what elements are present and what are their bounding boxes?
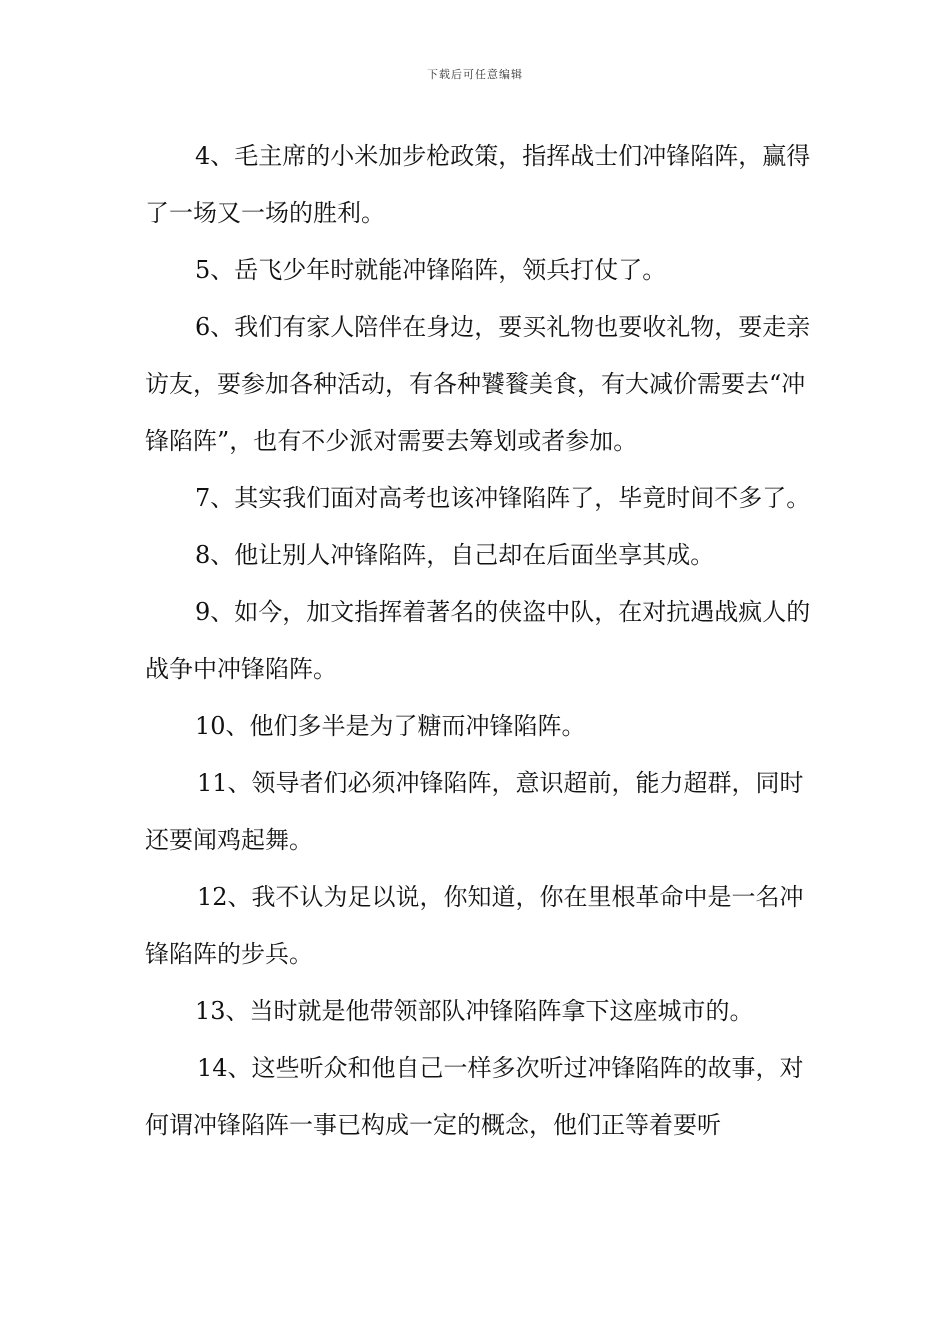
paragraph-5: 5、岳飞少年时就能冲锋陷阵，领兵打仗了。 [195, 256, 667, 284]
paragraph-13: 13、当时就是他带领部队冲锋陷阵拿下这座城市的。 [195, 997, 754, 1025]
document-body [145, 128, 813, 1154]
paragraph-8: 8、他让别人冲锋陷阵，自己却在后面坐享其成。 [195, 541, 715, 569]
paragraph-10: 10、他们多半是为了糖而冲锋陷阵。 [195, 712, 586, 740]
paragraph-11: 11、领导者们必须冲锋陷阵，意识超前，能力超群，同时还要闻鸡起舞。 [145, 769, 804, 854]
page-header: 下载后可任意编辑 [427, 68, 523, 81]
paragraph-12: 12、我不认为足以说，你知道，你在里根革命中是一名冲锋陷阵的步兵。 [145, 883, 804, 968]
paragraph-14: 14、这些听众和他自己一样多次听过冲锋陷阵的故事，对何谓冲锋陷阵一事已构成一定的概念，他们正等着要听 [145, 1054, 804, 1139]
paragraph-7: 7、其实我们面对高考也该冲锋陷阵了，毕竟时间不多了。 [195, 484, 811, 512]
paragraph-4: 4、毛主席的小米加步枪政策，指挥战士们冲锋陷阵，赢得了一场又一场的胜利。 [145, 142, 811, 227]
paragraph-9: 9、如今，加文指挥着著名的侠盗中队，在对抗遇战疯人的战争中冲锋陷阵。 [145, 598, 811, 683]
paragraph-6: 6、我们有家人陪伴在身边，要买礼物也要收礼物，要走亲访友，要参加各种活动，有各种饕餮美食，有大减价需要去“冲锋陷阵”，也有不少派对需要去筹划或者参加。 [145, 313, 811, 455]
